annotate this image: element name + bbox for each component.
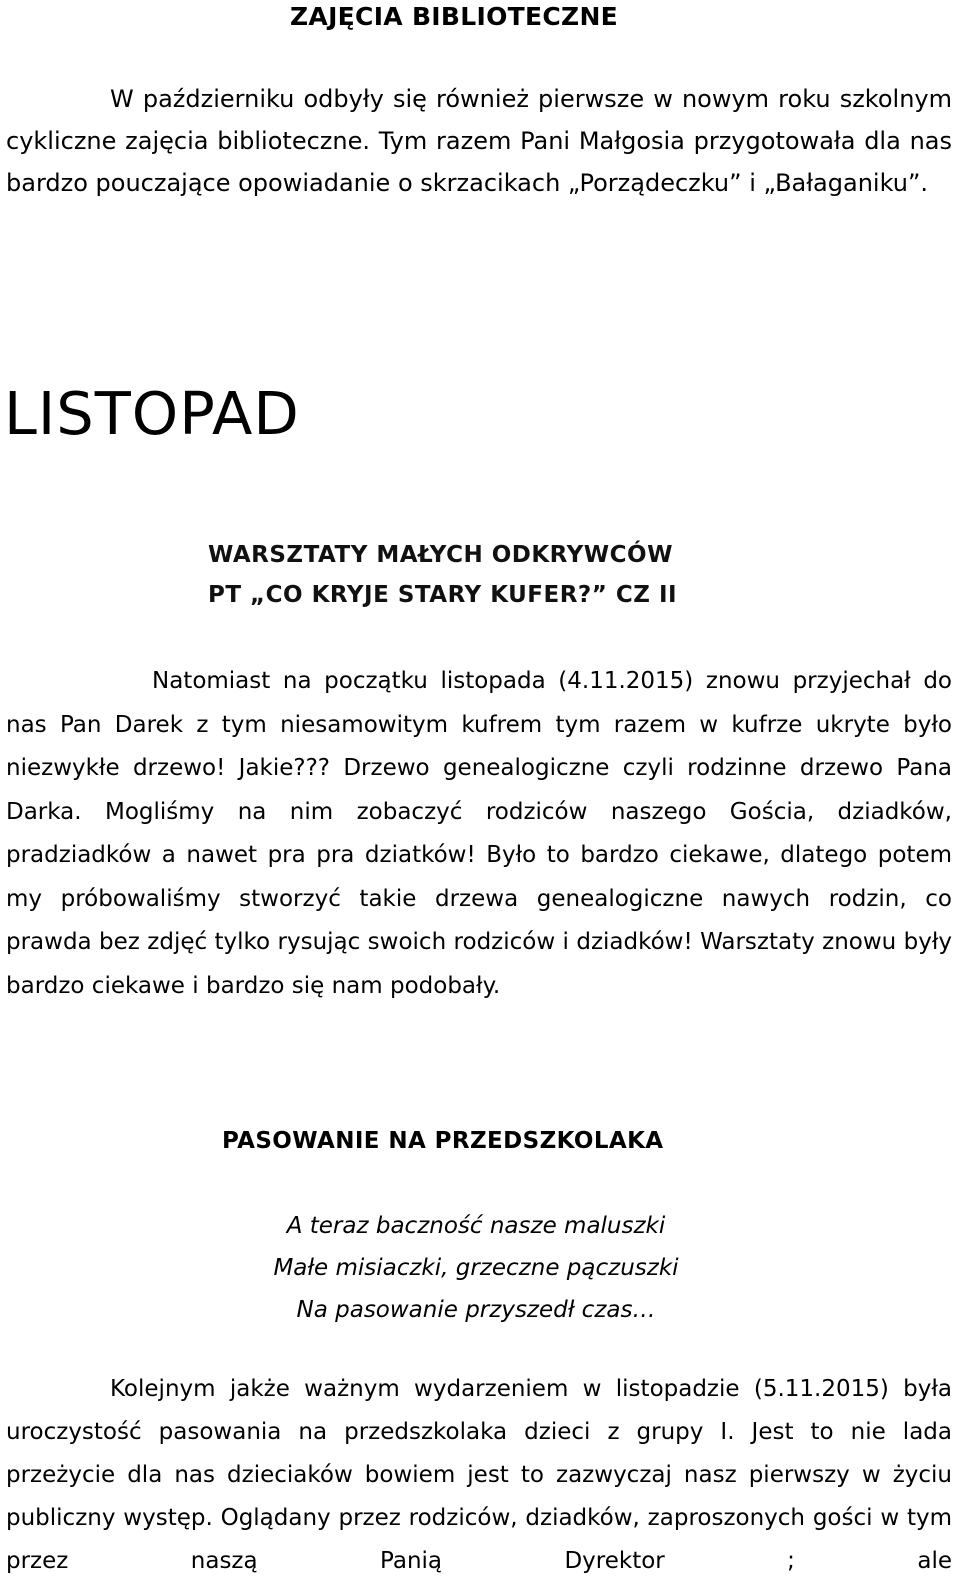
- workshop-paragraph: Natomiast na początku listopada (4.11.2015) znowu przyjechał do nas Pan Darek z tym niesamowitym kufrem tym razem w kufrze ukryte było niezwykłe drzewo! Jakie??? Drzewo genealogiczne czyli rodzinne drzewo Pana Darka. Mogliśmy na nim zobaczyć rodziców naszego Gościa, dziadków, pradziadków a nawet pra pra dziatków! Było to bardzo ciekawe, dlatego potem my próbowaliśmy stworzyć takie drzewa genealogiczne nawych rodzin, co prawda bez zdjęć tylko rysując swoich rodziców i dziadków! Warsztaty znowu były bardzo ciekawe i bardzo się nam podobały.: [6, 668, 952, 999]
- poem-line-1: A teraz baczność nasze maluszki: [286, 1213, 666, 1239]
- workshop-paragraph-block: [6, 660, 952, 1008]
- poem-line-2: Małe misiaczki, grzeczne pączuszki: [273, 1255, 679, 1281]
- library-paragraph: W październiku odbyły się również pierwsze w nowym roku szkolnym cykliczne zajęcia biblioteczne. Tym razem Pani Małgosia przygotowała dla nas bardzo pouczające opowiadanie o skrzacikach „Porządeczku” i „Bałaganiku”.: [6, 85, 952, 197]
- ceremony-paragraph: Kolejnym jakże ważnym wydarzeniem w listopadzie (5.11.2015) była uroczystość pasowania na przedszkolaka dzieci z grupy I. Jest to nie lada przeżycie dla nas dzieciaków bowiem jest to zazwyczaj nasz pierwszy w życiu publiczny występ. Oglądany przez rodziców, dziadków, zaproszonych gości w tym przez naszą Panią Dyrektor ; ale: [6, 1376, 952, 1574]
- ceremony-heading: PASOWANIE NA PRZEDSZKOLAKA: [222, 1128, 664, 1154]
- workshop-title-line-2: PT „CO KRYJE STARY KUFER?” CZ II: [208, 582, 678, 608]
- library-heading: ZAJĘCIA BIBLIOTECZNE: [290, 2, 619, 31]
- workshop-title: [208, 535, 677, 615]
- ceremony-paragraph-block: [6, 1368, 952, 1583]
- ceremony-poem: [0, 1205, 952, 1331]
- workshop-title-line-1: WARSZTATY MAŁYCH ODKRYWCÓW: [208, 542, 673, 568]
- poem-line-3: Na pasowanie przyszedł czas…: [296, 1297, 656, 1323]
- library-paragraph-block: [6, 78, 952, 204]
- month-heading: LISTOPAD: [4, 379, 300, 448]
